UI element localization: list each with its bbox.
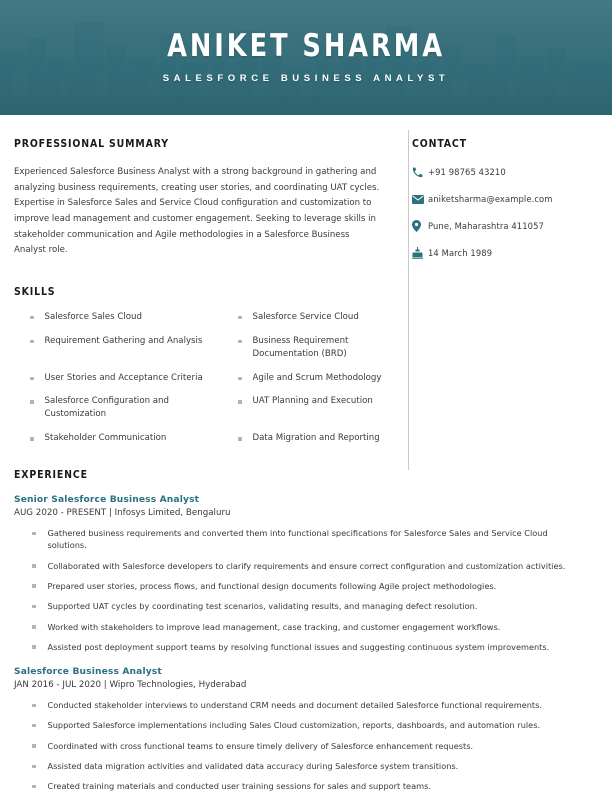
- phone-icon: [412, 165, 428, 179]
- bullet-text: Prepared user stories, process flows, and functional design documents following Agile project methodologies.: [47, 580, 497, 591]
- skill-item: [14, 395, 214, 421]
- skill-label: Agile and Scrum Methodology: [252, 372, 382, 383]
- experience-job-title: Senior Salesforce Business Analyst: [14, 495, 200, 506]
- skill-item: [14, 335, 214, 361]
- contact-value: +91 98765 43210: [428, 167, 506, 177]
- bullet-item: [14, 641, 598, 653]
- bullet-text: Assisted post deployment support teams by resolving functional issues and suggesting continuous system improvements.: [47, 641, 550, 652]
- bullet-square-icon: [238, 316, 242, 320]
- skill-item: [222, 432, 422, 445]
- candidate-job-title: SALESFORCE BUSINESS ANALYST: [162, 73, 450, 84]
- bullet-item: [14, 699, 598, 711]
- experience-job-title: Salesforce Business Analyst: [14, 667, 162, 678]
- bullet-square-icon: [32, 704, 36, 708]
- bullet-item: [14, 600, 598, 612]
- bullet-square-icon: [32, 584, 36, 588]
- skill-item: [14, 372, 214, 385]
- experience-entry: [14, 495, 598, 653]
- skill-label: Stakeholder Communication: [44, 433, 167, 444]
- left-column: [14, 115, 394, 456]
- skill-label: Salesforce Sales Cloud: [44, 311, 142, 322]
- section-heading-experience: EXPERIENCE: [14, 468, 88, 482]
- skill-label: Data Migration and Reporting: [252, 433, 380, 444]
- section-heading-skills: SKILLS: [14, 284, 56, 298]
- skill-label: Business Requirement Documentation (BRD): [252, 335, 349, 359]
- bullet-square-icon: [30, 377, 34, 381]
- bullet-square-icon: [238, 377, 242, 381]
- bullet-square-icon: [32, 744, 36, 748]
- resume-header: [0, 0, 612, 115]
- location-pin-icon: [412, 219, 428, 233]
- bullet-text: Assisted data migration activities and validated data accuracy during Salesforce system transitions.: [47, 761, 459, 772]
- bullet-square-icon: [32, 785, 36, 789]
- birthday-cake-icon: [412, 246, 428, 260]
- skill-item: [14, 311, 214, 324]
- bullet-item: [14, 527, 598, 552]
- section-heading-summary: PROFESSIONAL SUMMARY: [14, 137, 169, 150]
- contact-item-phone: [412, 165, 584, 179]
- bullet-item: [14, 760, 598, 772]
- bullet-text: Gathered business requirements and converted them into functional specifications for Salesforce Sales and Service Cloud solutions.: [47, 528, 548, 551]
- contact-value: 14 March 1989: [428, 248, 493, 258]
- skill-item: [222, 395, 422, 421]
- bullet-text: Supported Salesforce implementations including Sales Cloud customization, reports, dashboards, and automation rules.: [47, 720, 541, 731]
- skill-item: [222, 311, 422, 324]
- bullet-item: [14, 580, 598, 592]
- contact-list: [412, 165, 584, 260]
- bullet-text: Conducted stakeholder interviews to understand CRM needs and document detailed Salesforce functional requirements.: [47, 700, 542, 711]
- bullet-square-icon: [32, 765, 36, 769]
- bullet-square-icon: [238, 340, 242, 344]
- candidate-name: ANIKET SHARMA: [167, 28, 445, 64]
- contact-value: Pune, Maharashtra 411057: [428, 221, 544, 231]
- bullet-item: [14, 780, 598, 792]
- skill-label: UAT Planning and Execution: [252, 396, 373, 407]
- bullet-square-icon: [32, 724, 36, 728]
- bullet-square-icon: [32, 605, 36, 609]
- bullet-square-icon: [32, 532, 36, 536]
- bullet-square-icon: [30, 400, 34, 404]
- skill-label: Requirement Gathering and Analysis: [44, 335, 203, 346]
- skill-label: Salesforce Service Cloud: [252, 311, 359, 322]
- bullet-text: Created training materials and conducted user training sessions for sales and support teams.: [47, 781, 431, 792]
- experience-job-meta: AUG 2020 - PRESENT | Infosys Limited, Bengaluru: [14, 508, 231, 519]
- bullet-item: [14, 560, 598, 572]
- bullet-item: [14, 621, 598, 633]
- email-icon: [412, 192, 428, 206]
- bullet-square-icon: [30, 340, 34, 344]
- experience-job-meta: JAN 2016 - JUL 2020 | Wipro Technologies, Hyderabad: [14, 680, 247, 691]
- bullet-text: Collaborated with Salesforce developers to clarify requirements and ensure correct configuration and customization activities.: [47, 560, 566, 571]
- experience-entry: [14, 667, 598, 792]
- column-divider: [408, 130, 409, 470]
- section-heading-contact: CONTACT: [412, 137, 467, 150]
- bullet-text: Coordinated with cross functional teams to ensure timely delivery of Salesforce enhancement requests.: [47, 740, 474, 751]
- bullet-square-icon: [30, 437, 34, 441]
- resume-body: [0, 115, 612, 792]
- skill-label: User Stories and Acceptance Criteria: [44, 372, 203, 383]
- skill-item: [14, 432, 214, 445]
- bullet-square-icon: [32, 645, 36, 649]
- skills-list: [14, 311, 380, 456]
- bullet-item: [14, 740, 598, 752]
- bullet-text: Worked with stakeholders to improve lead management, case tracking, and customer engagement workflows.: [47, 621, 501, 632]
- bullet-square-icon: [238, 400, 242, 404]
- contact-value: aniketsharma@example.com: [428, 194, 553, 204]
- skill-item: [222, 335, 422, 361]
- bullet-item: [14, 719, 598, 731]
- contact-item-birthday: [412, 246, 584, 260]
- bullet-square-icon: [30, 316, 34, 320]
- bullet-square-icon: [238, 437, 242, 441]
- bullet-square-icon: [32, 625, 36, 629]
- experience-bullets: [14, 699, 598, 792]
- bullet-text: Supported UAT cycles by coordinating test scenarios, validating results, and managing defect resolution.: [47, 601, 478, 612]
- summary-paragraph: Experienced Salesforce Business Analyst with a strong background in gathering and analyzing business requirements, creating user stories, and coordinating UAT cycles. Expertise in Salesforce Sales and Service Cloud configuration and customization to improve lead management and customer engagement. Seeking to leverage skills in stakeholder communication and Agile methodologies in a Salesforce Business Analyst role.: [14, 167, 380, 256]
- skill-item: [222, 372, 422, 385]
- skill-label: Salesforce Configuration and Customization: [44, 396, 169, 420]
- right-column: [394, 115, 584, 456]
- experience-bullets: [14, 527, 598, 653]
- contact-item-location: [412, 219, 584, 233]
- contact-item-email: [412, 192, 584, 206]
- bullet-square-icon: [32, 564, 36, 568]
